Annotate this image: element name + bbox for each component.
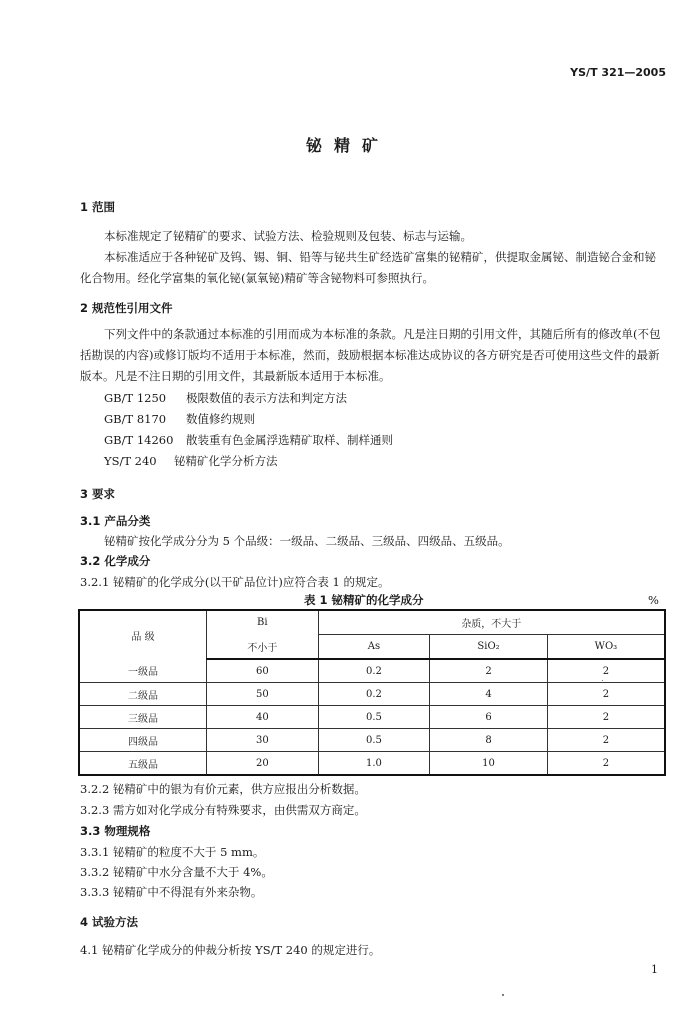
section-2-paragraph: 下列文件中的条款通过本标准的引用而成为本标准的条款。凡是注日期的引用文件，其随后所有的修改单(不包括勘误的内容)或修订版均不适用于本标准，然而，鼓励根据本标准达成协议的各方研究是否可使用这些文件的最新版本。凡是不注日期的引用文件，其最新版本适用于本标准。 xyxy=(80,327,661,383)
reference-item xyxy=(104,432,393,448)
section-3-3-heading: 3.3 物理规格 xyxy=(80,824,151,838)
standard-code: YS/T 321—2005 xyxy=(570,66,666,79)
grade-column-header: 品 级 xyxy=(79,610,207,659)
chemical-composition-table xyxy=(78,609,666,776)
clause-4-1: 4.1 铋精矿化学成分的仲裁分析按 YS/T 240 的规定进行。 xyxy=(80,943,381,957)
sio2-cell: 10 xyxy=(430,752,548,776)
reference-item xyxy=(104,453,278,469)
section-3-heading: 3 要求 xyxy=(80,487,116,501)
table-row xyxy=(79,752,665,776)
table-caption: 表 1 铋精矿的化学成分 xyxy=(304,593,424,607)
bi-column-subheader: 不小于 xyxy=(207,635,319,660)
reference-item xyxy=(104,411,255,427)
reference-code: GB/T 8170 xyxy=(104,412,167,426)
clause-3-3-1: 3.3.1 铋精矿的粒度不大于 5 mm。 xyxy=(80,845,265,859)
grade-cell: 一级品 xyxy=(79,659,207,683)
section-4-heading: 4 试验方法 xyxy=(80,915,139,929)
reference-title: 数值修约规则 xyxy=(186,412,255,426)
sio2-cell: 8 xyxy=(430,729,548,752)
sio2-cell: 6 xyxy=(430,706,548,729)
sio2-cell: 2 xyxy=(430,659,548,683)
clause-3-3-2: 3.3.2 铋精矿中水分含量不大于 4%。 xyxy=(80,865,273,879)
reference-code: GB/T 14260 xyxy=(104,433,174,447)
table-row xyxy=(79,659,665,683)
section-3-1-text: 铋精矿按化学成分分为 5 个品级：一级品、二级品、三级品、四级品、五级品。 xyxy=(104,534,510,548)
table-row xyxy=(79,706,665,729)
reference-title: 散装重有色金属浮选精矿取样、制样通则 xyxy=(186,433,393,447)
bi-cell: 20 xyxy=(207,752,319,776)
sio2-column-header: SiO₂ xyxy=(430,635,548,660)
reference-item xyxy=(104,390,347,406)
clause-3-2-1: 3.2.1 铋精矿的化学成分(以干矿品位计)应符合表 1 的规定。 xyxy=(80,575,390,589)
clause-3-3-3: 3.3.3 铋精矿中不得混有外来杂物。 xyxy=(80,885,263,899)
as-column-header: As xyxy=(318,635,430,660)
grade-cell: 二级品 xyxy=(79,683,207,706)
section-3-2-heading: 3.2 化学成分 xyxy=(80,554,151,568)
section-3-1-heading: 3.1 产品分类 xyxy=(80,514,151,528)
section-1-heading: 1 范围 xyxy=(80,200,116,214)
bi-cell: 50 xyxy=(207,683,319,706)
reference-code: GB/T 1250 xyxy=(104,391,167,405)
wo3-cell: 2 xyxy=(547,683,665,706)
section-1-paragraph-1: 本标准规定了铋精矿的要求、试验方法、检验规则及包装、标志与运输。 xyxy=(104,229,472,243)
section-1-paragraph-2: 本标准适应于各种铋矿及钨、锡、铜、铅等与铋共生矿经选矿富集的铋精矿，供提取金属铋、制造铋合金和铋化合物用。经化学富集的氧化铋(氯氧铋)精矿等含铋物料可参照执行。 xyxy=(80,250,656,285)
reference-code: YS/T 240 xyxy=(104,454,157,468)
wo3-cell: 2 xyxy=(547,659,665,683)
bi-cell: 30 xyxy=(207,729,319,752)
as-cell: 0.2 xyxy=(318,683,430,706)
scan-speck xyxy=(502,994,504,996)
page-title: 铋精矿 xyxy=(305,136,390,155)
as-cell: 1.0 xyxy=(318,752,430,776)
clause-3-2-3: 3.2.3 需方如对化学成分有特殊要求，由供需双方商定。 xyxy=(80,803,366,817)
grade-cell: 五级品 xyxy=(79,752,207,776)
as-cell: 0.5 xyxy=(318,729,430,752)
grade-cell: 四级品 xyxy=(79,729,207,752)
scan-speck xyxy=(602,680,603,681)
impurity-group-header: 杂质，不大于 xyxy=(318,610,665,635)
as-cell: 0.2 xyxy=(318,659,430,683)
bi-cell: 40 xyxy=(207,706,319,729)
table-unit: % xyxy=(648,593,659,607)
grade-cell: 三级品 xyxy=(79,706,207,729)
wo3-cell: 2 xyxy=(547,706,665,729)
wo3-cell: 2 xyxy=(547,729,665,752)
reference-title: 极限数值的表示方法和判定方法 xyxy=(186,391,347,405)
reference-title: 铋精矿化学分析方法 xyxy=(174,454,278,468)
clause-3-2-2: 3.2.2 铋精矿中的银为有价元素，供方应报出分析数据。 xyxy=(80,782,366,796)
bi-cell: 60 xyxy=(207,659,319,683)
as-cell: 0.5 xyxy=(318,706,430,729)
section-2-heading: 2 规范性引用文件 xyxy=(80,301,173,315)
wo3-cell: 2 xyxy=(547,752,665,776)
table-row xyxy=(79,729,665,752)
page-number: 1 xyxy=(651,963,658,976)
wo3-column-header: WO₃ xyxy=(547,635,665,660)
sio2-cell: 4 xyxy=(430,683,548,706)
bi-column-header: Bi xyxy=(207,610,319,635)
table-row xyxy=(79,683,665,706)
